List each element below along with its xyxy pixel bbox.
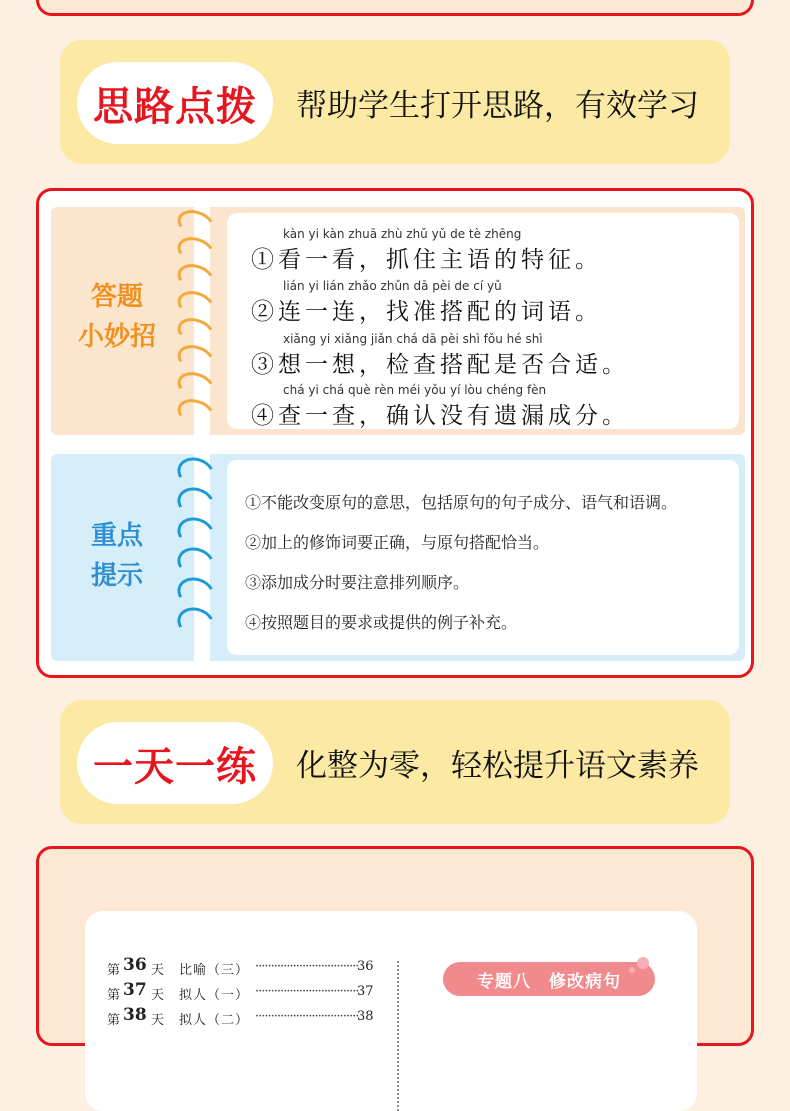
key-point-4: ④按照题目的要求或提供的例子补充。	[245, 613, 518, 632]
key-points-card	[227, 460, 739, 655]
key-points-panel	[51, 454, 745, 661]
toc-page-number: 38	[357, 1009, 374, 1024]
key-points-title-line2: 提示	[90, 561, 143, 591]
ring-icon	[174, 394, 219, 431]
ring-icon	[173, 602, 219, 643]
notebook-rings	[177, 458, 225, 638]
answer-tips-title-line2: 小妙招	[77, 322, 156, 352]
day-number: 38	[123, 1005, 147, 1025]
day-suffix: 天	[151, 963, 165, 978]
toc-leader-dots: ·································	[255, 984, 359, 999]
key-point-2: ②加上的修饰词要正确，与原句搭配恰当。	[245, 533, 550, 552]
table-of-contents-section	[36, 846, 754, 1046]
key-points-title-line1: 重点	[90, 521, 143, 551]
banner-tag: 思路点拨	[77, 62, 273, 144]
answer-tips-title-line1: 答题	[90, 282, 143, 312]
banner-tag: 一天一练	[77, 722, 273, 804]
toc-row	[107, 1006, 375, 1028]
step-pinyin: chá yi chá què rèn méi yǒu yí lòu chéng fèn	[283, 383, 547, 397]
decorative-dot	[637, 957, 649, 969]
toc-row	[107, 981, 375, 1003]
banner-slogan: 帮助学生打开思路，有效学习	[296, 87, 699, 124]
toc-leader-dots: ·································	[255, 959, 359, 974]
toc-leader-dots: ·································	[255, 1009, 359, 1024]
day-suffix: 天	[151, 1013, 165, 1028]
key-points-title	[51, 516, 183, 596]
answer-tips-title	[51, 277, 183, 357]
toc-card	[85, 911, 697, 1111]
day-prefix: 第	[107, 1013, 121, 1028]
toc-page-number: 36	[357, 959, 374, 974]
key-point-1: ①不能改变原句的意思，包括原句的句子成分、语气和语调。	[245, 493, 678, 512]
step-text: ②连一连，找准搭配的词语。	[251, 299, 602, 325]
toc-page-number: 37	[357, 984, 374, 999]
toc-row	[107, 956, 375, 978]
banner-slogan: 化整为零，轻松提升语文素养	[296, 747, 699, 784]
section-label: 专题八 修改病句	[443, 962, 655, 996]
step-pinyin: kàn yi kàn zhuā zhù zhǔ yǔ de tè zhēng	[283, 227, 522, 241]
step-pinyin: xiǎng yi xiǎng jiǎn chá dā pèi shì fǒu hé shì	[283, 332, 543, 346]
toc-divider	[397, 961, 399, 1111]
banner-thinking-tips	[60, 40, 730, 164]
day-suffix: 天	[151, 988, 165, 1003]
answer-tips-panel	[51, 207, 745, 435]
key-point-3: ③添加成分时要注意排列顺序。	[245, 573, 470, 592]
previous-section-frame	[36, 0, 754, 16]
step-pinyin: lián yi lián zhǎo zhǔn dā pèi de cí yǔ	[283, 279, 502, 293]
banner-daily-practice	[60, 700, 730, 824]
day-number: 36	[123, 955, 147, 975]
day-prefix: 第	[107, 963, 121, 978]
toc-topic: 比喻（三）	[179, 963, 250, 978]
day-number: 37	[123, 980, 147, 1000]
notebook-rings	[177, 211, 225, 427]
step-text: ④查一查，确认没有遗漏成分。	[251, 403, 629, 429]
decorative-dot	[629, 967, 635, 973]
tips-section	[36, 188, 754, 678]
day-prefix: 第	[107, 988, 121, 1003]
toc-topic: 拟人（一）	[179, 988, 250, 1003]
answer-tips-card	[227, 213, 739, 429]
step-text: ①看一看，抓住主语的特征。	[251, 247, 602, 273]
step-text: ③想一想，检查搭配是否合适。	[251, 352, 629, 378]
toc-topic: 拟人（二）	[179, 1013, 250, 1028]
